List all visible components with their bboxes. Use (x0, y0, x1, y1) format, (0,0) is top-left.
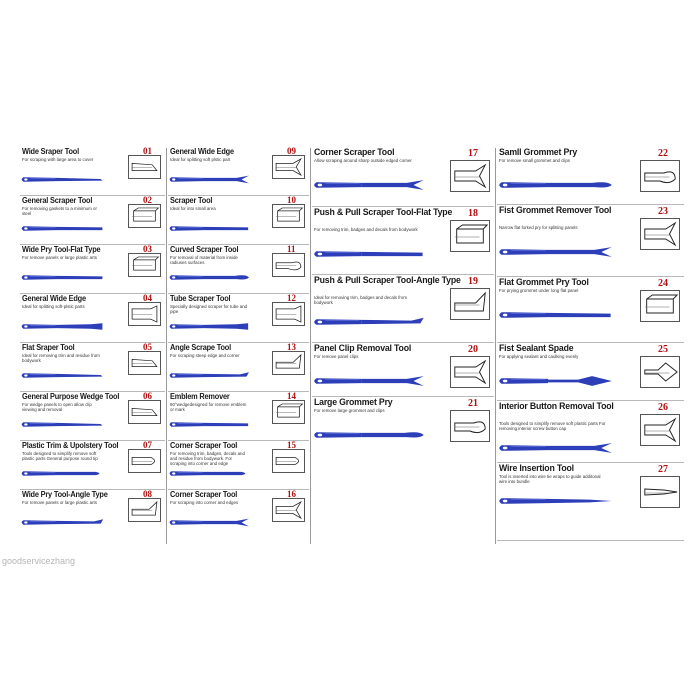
tool-number: 22 (658, 148, 668, 159)
tip-diagram (450, 220, 490, 252)
tool-number: 27 (658, 464, 668, 475)
blue-flat-wedge-icon (20, 370, 104, 381)
tool-photo (20, 466, 104, 484)
tool-number: 09 (287, 146, 296, 156)
tool-card (20, 148, 165, 197)
tool-title: Corner Scraper Tool (170, 441, 238, 450)
angle-blade-icon (129, 499, 160, 521)
tool-photo (497, 374, 613, 393)
tool-card (20, 197, 165, 246)
tool-card (497, 402, 684, 464)
tool-title: Wide Pry Tool-Flat Type (22, 245, 101, 254)
tool-photo (20, 319, 104, 337)
blue-wire-insertion-icon (497, 494, 613, 508)
tool-card (312, 148, 494, 208)
tool-number: 03 (143, 244, 152, 254)
tool-title: Wire Insertion Tool (499, 463, 574, 474)
tip-diagram (272, 351, 305, 375)
tool-card (497, 278, 684, 344)
tool-number: 25 (658, 344, 668, 355)
tool-card (20, 393, 165, 442)
tool-photo (168, 515, 250, 533)
tool-number: 20 (468, 344, 478, 355)
tool-number: 12 (287, 293, 296, 303)
tip-diagram (272, 155, 305, 179)
tool-photo (497, 441, 613, 460)
tip-diagram (272, 204, 305, 228)
tool-description: Specially designed scraper for tube and pipe (170, 304, 248, 314)
tool-photo (312, 374, 425, 393)
tool-card (168, 442, 309, 491)
tool-title: Wide Pry Tool-Angle Type (22, 490, 108, 499)
tool-number: 01 (143, 146, 152, 156)
watermark: goodservicezhang (2, 556, 76, 566)
column-divider (495, 148, 496, 544)
corner-fork-icon (273, 499, 304, 521)
tool-title: Curved Scraper Tool (170, 245, 239, 254)
tip-diagram (272, 400, 305, 424)
tool-description: For removal of material from inside radiuses surfaces (170, 255, 238, 265)
fork-edge-icon (273, 156, 304, 178)
blue-wide-wedge-icon (20, 174, 104, 185)
tool-title: Emblem Remover (170, 392, 230, 401)
angle-scraper-icon (273, 352, 304, 374)
tip-diagram (640, 414, 680, 446)
tool-description: For scraping into corner and edges (170, 500, 239, 505)
wide-edge-icon (129, 303, 160, 325)
tool-photo (20, 270, 104, 288)
blue-curved-blade-icon (168, 272, 250, 283)
tool-card (168, 344, 309, 393)
tip-diagram (128, 400, 161, 424)
tool-card (497, 464, 684, 542)
tool-card (168, 148, 309, 197)
tool-card (168, 197, 309, 246)
tool-card (20, 491, 165, 540)
blue-clip-remover-icon (312, 374, 425, 388)
tool-number: 18 (468, 208, 478, 219)
tip-diagram (450, 288, 490, 320)
tool-description: For remove large grommet and clips (314, 408, 385, 413)
tool-title: Wide Sraper Tool (22, 147, 79, 156)
tip-diagram (272, 302, 305, 326)
flat-blade-icon (129, 205, 160, 227)
tool-title: Panel Clip Removal Tool (314, 343, 412, 354)
tool-number: 11 (287, 244, 296, 254)
tool-card (20, 442, 165, 491)
tool-description: Ideal for removing trim, badges and decals from bodywork (314, 295, 407, 305)
tool-card (168, 295, 309, 344)
tool-photo (20, 172, 104, 190)
tool-description: For removing trim, badges and decals from bodywork (314, 227, 418, 232)
blue-push-pull-angle-icon (312, 315, 425, 329)
wide-wedge-icon (129, 156, 160, 178)
blue-corner-scraper-icon (168, 468, 250, 479)
tool-photo (20, 221, 104, 239)
tip-diagram (272, 253, 305, 277)
blue-v-notch-icon (312, 178, 425, 192)
emblem-remover-icon (273, 401, 304, 423)
tool-number: 15 (287, 440, 296, 450)
tool-title: General Purpose Wedge Tool (22, 392, 120, 401)
tool-photo (168, 221, 250, 239)
tool-number: 24 (658, 278, 668, 289)
tip-diagram (640, 218, 680, 250)
blue-button-removal-icon (497, 441, 613, 455)
blue-scraper-icon (168, 223, 250, 234)
tool-description: For scraping steep edge and corner (170, 353, 240, 358)
tip-diagram (640, 290, 680, 322)
tool-number: 05 (143, 342, 152, 352)
tool-description: For removing trim, badges, decals and and residue from bodywork. For scraping into corner and edge (170, 451, 245, 466)
blue-angle-scraper-icon (168, 370, 250, 381)
tool-description: For prying grommet under long flat panel (499, 288, 579, 293)
tool-number: 08 (143, 489, 152, 499)
tube-scraper-icon (273, 303, 304, 325)
tool-number: 19 (468, 276, 478, 287)
tool-title: General Wide Edge (22, 294, 86, 303)
tool-title: Fist Sealant Spade (499, 343, 574, 354)
tool-description: For removing gaskets to a minimum or steel (22, 206, 97, 216)
tool-title: Corner Scraper Tool (314, 147, 395, 158)
scraper-icon (273, 205, 304, 227)
wire-insertion-icon (641, 477, 679, 507)
wedge-icon (129, 401, 160, 423)
blue-flat-blade-icon (20, 223, 104, 234)
tool-title: Push & Pull Scraper Tool-Flat Type (314, 207, 453, 218)
tool-description: Ideal for removing trim and residue from bodywork (22, 353, 100, 363)
tool-photo (312, 178, 425, 197)
tool-number: 10 (287, 195, 296, 205)
flat-pry-icon (641, 291, 679, 321)
tool-card (20, 295, 165, 344)
tool-description: Ideal for splitting soft-plstic parts (22, 304, 85, 309)
tool-card (168, 491, 309, 540)
blue-flat-pry-icon (497, 308, 613, 322)
tool-description: Ideal for splitting soft plstic part (170, 157, 231, 162)
tool-card (312, 276, 494, 344)
tool-card (20, 344, 165, 393)
tool-photo (168, 172, 250, 190)
tip-diagram (128, 302, 161, 326)
tool-description: 90°wedgedesigned for remove emblem or mark (170, 402, 247, 412)
tool-card (312, 344, 494, 398)
tool-description: Narrow flat forked pry for splitting panels (499, 225, 578, 230)
tool-number: 26 (658, 402, 668, 413)
row-divider (497, 540, 684, 541)
tool-number: 16 (287, 489, 296, 499)
tool-title: Scraper Tool (170, 196, 213, 205)
tip-diagram (640, 356, 680, 388)
corner-scraper-icon (273, 450, 304, 472)
blue-fork-edge-icon (168, 174, 250, 185)
tool-description: Tools designed to simplify remove soft plastic parts General purpose round tip (22, 451, 98, 461)
tool-card (497, 344, 684, 402)
tool-photo (168, 270, 250, 288)
tool-card (312, 398, 494, 454)
tool-number: 13 (287, 342, 296, 352)
tool-title: Flat Sraper Tool (22, 343, 75, 352)
tool-number: 17 (468, 148, 478, 159)
tool-photo (168, 466, 250, 484)
tool-photo (20, 368, 104, 386)
tool-title: Corner Scraper Tool (170, 490, 238, 499)
tool-number: 04 (143, 293, 152, 303)
push-pull-flat-icon (451, 221, 489, 251)
tool-description: Tool is inserted into wire tie wraps to guide additonal wire into bundle (499, 474, 601, 484)
tool-photo (497, 178, 613, 197)
tool-photo (312, 428, 425, 447)
tool-title: Flat Grommet Pry Tool (499, 277, 589, 288)
forked-pry-icon (641, 219, 679, 249)
tool-title: General Wide Edge (170, 147, 234, 156)
tip-diagram (450, 410, 490, 442)
tool-photo (312, 315, 425, 334)
spade-icon (641, 357, 679, 387)
tool-title: Samll Grommet Pry (499, 147, 577, 158)
tool-description: Ideal for into small area (170, 206, 216, 211)
column-divider (310, 148, 311, 544)
tool-card (312, 208, 494, 276)
flat-blade-icon (129, 254, 160, 276)
blue-spade-icon (497, 374, 613, 388)
tool-number: 02 (143, 195, 152, 205)
blue-flat-blade-icon (20, 272, 104, 283)
tool-card (497, 148, 684, 206)
tool-description: For wedge panels to open allow clip viewing and removal (22, 402, 92, 412)
tool-photo (497, 308, 613, 327)
tip-diagram (640, 476, 680, 508)
curved-blade-icon (273, 254, 304, 276)
tip-diagram (128, 204, 161, 228)
blue-large-grommet-icon (312, 428, 425, 442)
flat-wedge-icon (129, 352, 160, 374)
tip-diagram (128, 449, 161, 473)
tip-diagram (272, 498, 305, 522)
tool-number: 23 (658, 206, 668, 217)
tool-description: For remove panel clips (314, 354, 359, 359)
blue-wedge-icon (20, 419, 104, 430)
blue-forked-pry-icon (497, 245, 613, 259)
tool-photo (497, 494, 613, 513)
tool-title: Interior Button Removal Tool (499, 401, 614, 412)
tool-card (168, 246, 309, 295)
tool-title: Tube Scraper Tool (170, 294, 231, 303)
tool-number: 07 (143, 440, 152, 450)
tool-title: Fist Grommet Remover Tool (499, 205, 612, 216)
blue-tube-scraper-icon (168, 321, 250, 332)
blue-small-grommet-icon (497, 178, 613, 192)
tool-number: 14 (287, 391, 296, 401)
tool-number: 21 (468, 398, 478, 409)
tool-card (20, 246, 165, 295)
tool-photo (312, 247, 425, 266)
tool-title: Angle Scrape Tool (170, 343, 231, 352)
tool-description: For applying sealant and caulking evenly (499, 354, 579, 359)
tool-description: Allow scraping around sharp outside edged corner (314, 158, 412, 163)
clip-remover-icon (451, 357, 489, 387)
blue-round-tip-icon (20, 468, 104, 479)
tip-diagram (450, 356, 490, 388)
small-grommet-icon (641, 161, 679, 191)
blue-angle-blade-icon (20, 517, 104, 528)
tool-photo (497, 245, 613, 264)
blue-wide-edge-icon (20, 321, 104, 332)
tool-title: Large Grommet Pry (314, 397, 393, 408)
tool-title: General Scraper Tool (22, 196, 93, 205)
tip-diagram (272, 449, 305, 473)
tool-description: For remove small grommet and clips (499, 158, 571, 163)
tool-description: For scraping with large area to cover (22, 157, 94, 162)
tool-description: For remove panels or large plastic arts (22, 500, 97, 505)
tip-diagram (128, 351, 161, 375)
tool-photo (20, 417, 104, 435)
tool-photo (20, 515, 104, 533)
push-pull-angle-icon (451, 289, 489, 319)
tool-photo (168, 368, 250, 386)
column-divider (166, 148, 167, 544)
button-removal-icon (641, 415, 679, 445)
tip-diagram (128, 498, 161, 522)
tool-photo (168, 417, 250, 435)
v-notch-icon (451, 161, 489, 191)
tool-description: Tools designed to simplify remove soft plastic parts For removing interior screw button cap (499, 421, 606, 431)
tool-card (497, 206, 684, 278)
tool-title: Push & Pull Scraper Tool-Angle Type (314, 275, 461, 286)
tip-diagram (128, 253, 161, 277)
tool-photo (168, 319, 250, 337)
tip-diagram (128, 155, 161, 179)
tip-diagram (450, 160, 490, 192)
blue-emblem-remover-icon (168, 419, 250, 430)
tool-title: Plastic Trim & Upolstery Tool (22, 441, 119, 450)
round-tip-icon (129, 450, 160, 472)
large-grommet-icon (451, 411, 489, 441)
tip-diagram (640, 160, 680, 192)
tool-number: 06 (143, 391, 152, 401)
blue-corner-fork-icon (168, 517, 250, 528)
tool-chart (20, 148, 684, 544)
blue-push-pull-flat-icon (312, 247, 425, 261)
tool-description: For remove panels or large plastic arts (22, 255, 97, 260)
tool-card (168, 393, 309, 442)
